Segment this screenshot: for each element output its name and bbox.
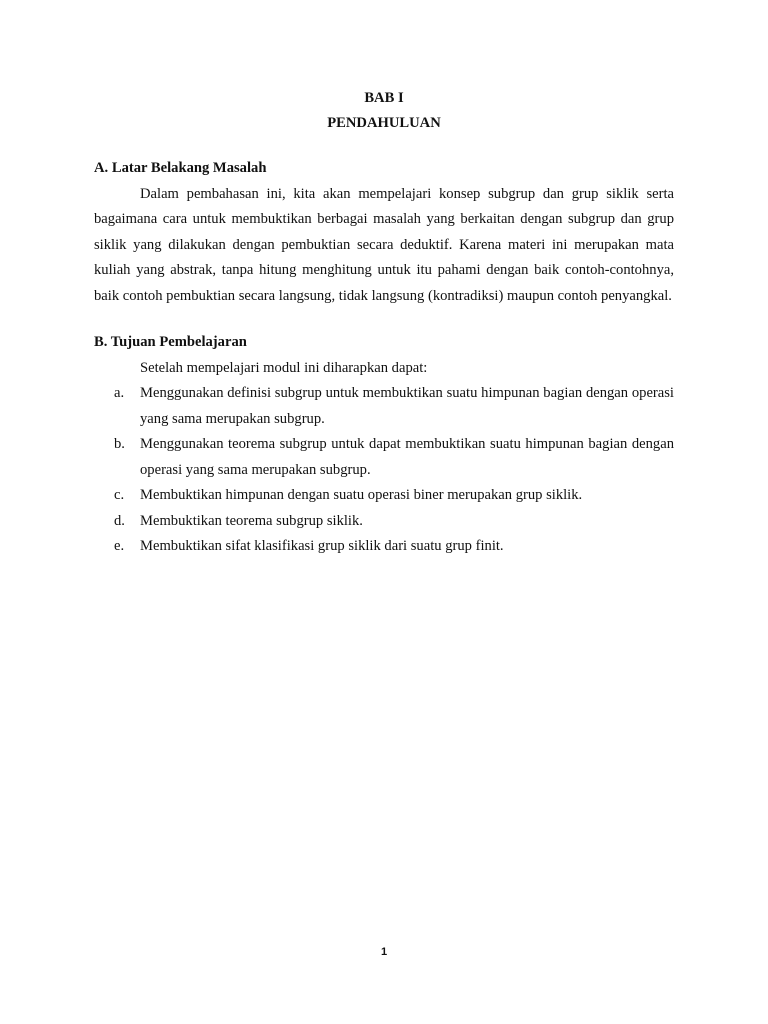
list-item-text: Membuktikan sifat klasifikasi grup siklik dari suatu grup finit. (140, 538, 504, 554)
section-b-heading: B. Tujuan Pembelajaran (94, 334, 247, 350)
list-marker: e. (114, 538, 125, 554)
section-a-heading: A. Latar Belakang Masalah (94, 160, 267, 176)
section-b-intro: Setelah mempelajari modul ini diharapkan dapat: (140, 359, 428, 376)
list-item (94, 483, 674, 509)
list-item-text: Membuktikan himpunan dengan suatu operasi biner merupakan grup siklik. (140, 487, 583, 503)
spacer (94, 136, 674, 156)
spacer (94, 309, 674, 330)
list-marker: a. (114, 385, 125, 401)
list-item-text: Menggunakan teorema subgrup untuk dapat membuktikan suatu himpunan bagian dengan operasi yang sama merupakan subgrup. (140, 436, 674, 478)
chapter-label: BAB I (364, 90, 404, 106)
chapter-title: PENDAHULUAN (327, 115, 441, 131)
list-item (94, 432, 674, 483)
list-item (94, 534, 674, 560)
page-content (94, 86, 674, 560)
list-item (94, 381, 674, 432)
list-marker: d. (114, 512, 125, 529)
list-marker: b. (114, 436, 125, 452)
section-a-paragraph: Dalam pembahasan ini, kita akan mempelajari konsep subgrup dan grup siklik serta bagaimana cara untuk membuktikan berbagai masalah yang berkaitan dengan subgrup dan grup siklik yang dilakukan dengan pembuktian secara deduktif. Karena materi ini merupakan mata kuliah yang abstrak, tanpa hitung menghitung untuk itu pahami dengan baik contoh-contohnya, baik contoh pembuktian secara langsung, tidak langsung (kontradiksi) maupun contoh penyangkal. (94, 185, 674, 304)
list-item-text: Membuktikan teorema subgrup siklik. (140, 512, 363, 529)
list-marker: c. (114, 487, 125, 503)
list-item-text: Menggunakan definisi subgrup untuk membuktikan suatu himpunan bagian dengan operasi yang sama merupakan subgrup. (140, 385, 674, 427)
list-item (94, 509, 674, 535)
objectives-list (94, 381, 674, 560)
page-number: 1 (380, 946, 388, 958)
